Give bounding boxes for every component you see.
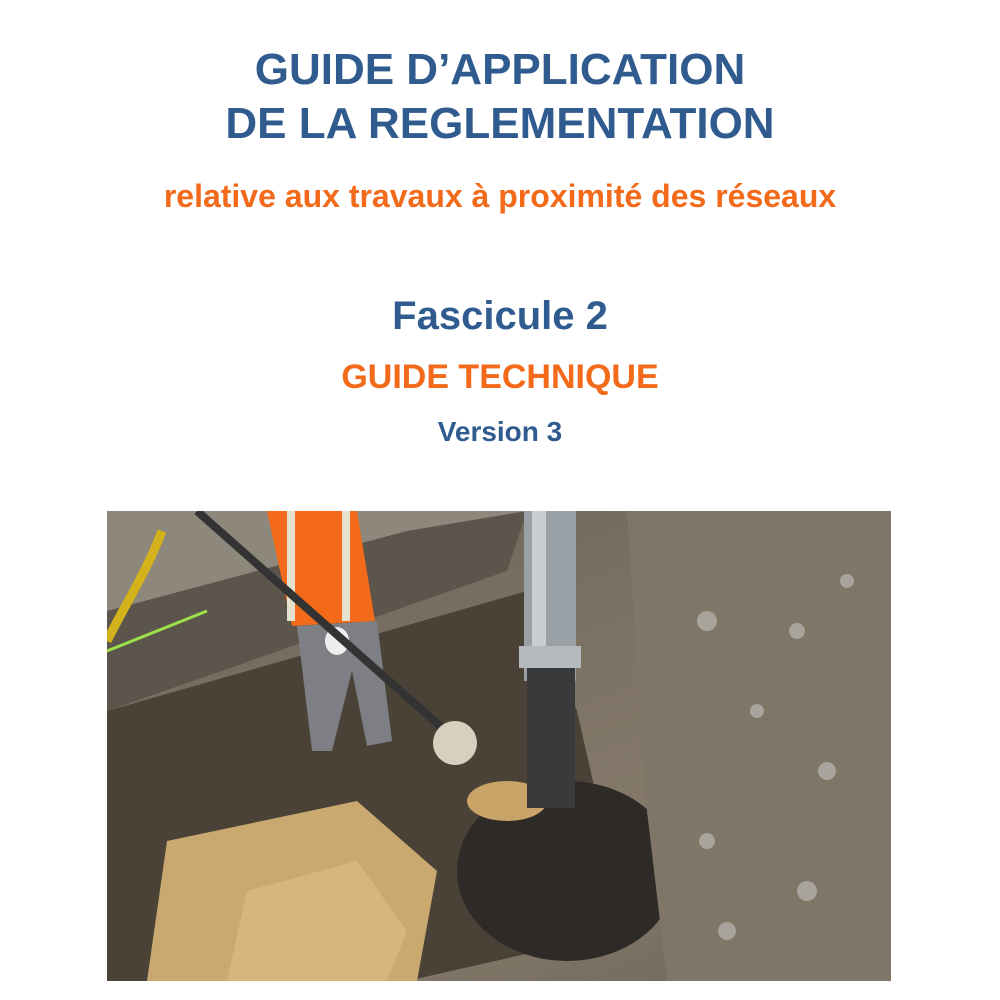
cover-photo-excavation <box>107 511 891 981</box>
fascicule-label: Fascicule 2 <box>392 294 608 338</box>
guide-type: GUIDE TECHNIQUE <box>341 358 659 396</box>
title-line-2: DE LA REGLEMENTATION <box>225 99 775 148</box>
title-line-1: GUIDE D’APPLICATION <box>254 45 746 94</box>
version-label: Version 3 <box>437 416 563 447</box>
subtitle: relative aux travaux à proximité des réseaux <box>163 178 837 214</box>
